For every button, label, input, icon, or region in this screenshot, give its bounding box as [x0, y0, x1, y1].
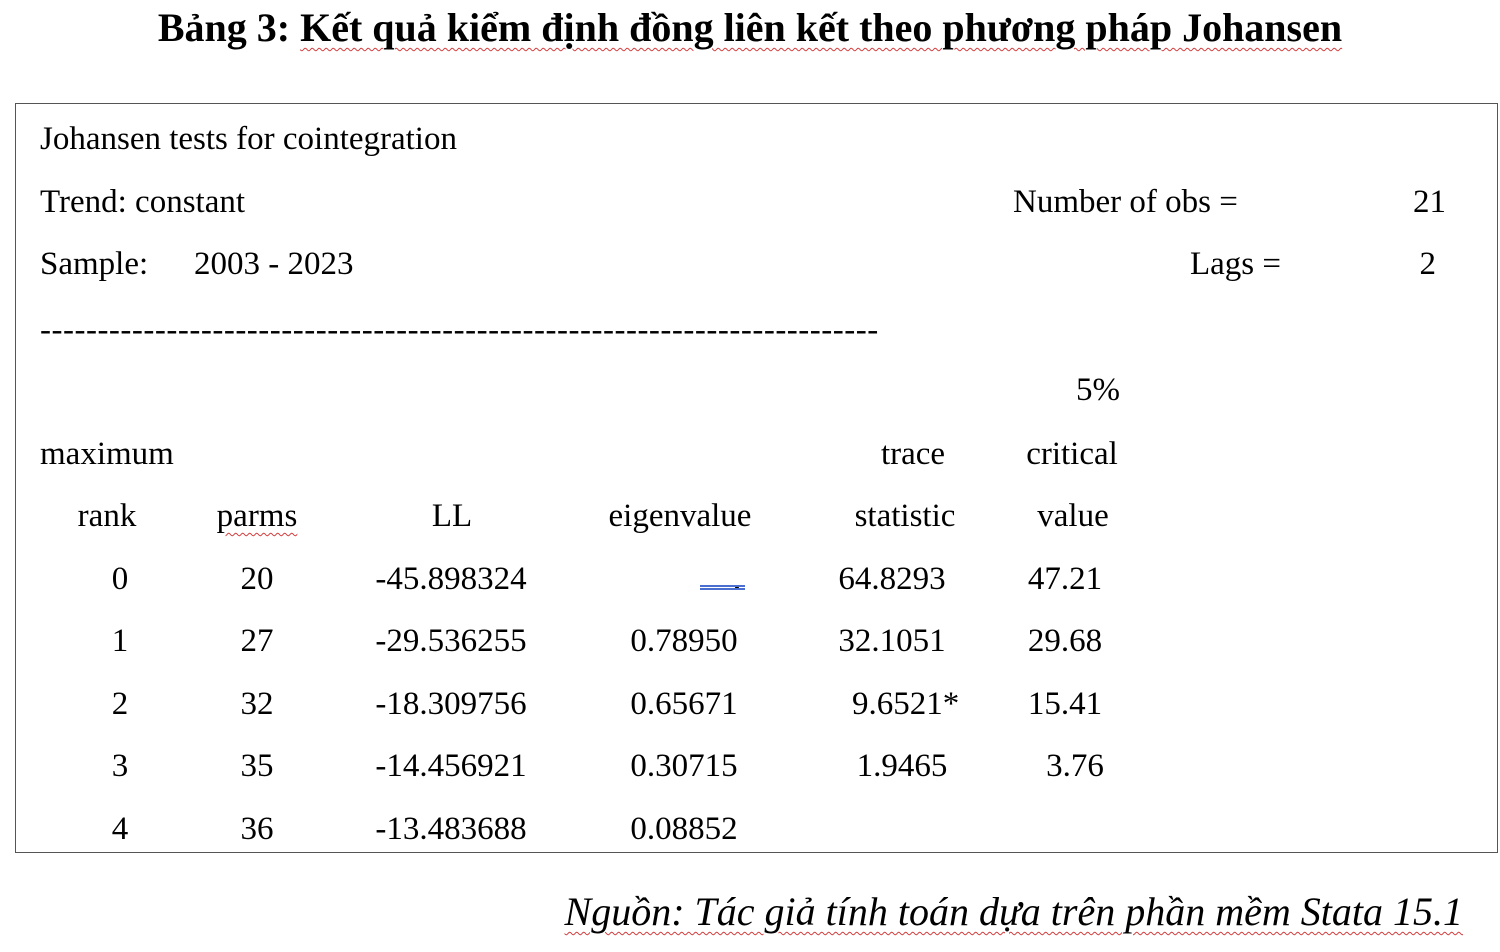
source-note: Nguồn: Tác giả tính toán dựa trên phần mềm Stata 15.1 — [564, 889, 1463, 934]
row-1-ll: -29.536255 — [375, 623, 527, 659]
header-ll: LL — [431, 498, 473, 534]
header-rank: rank — [77, 498, 137, 534]
row-2-parms: 32 — [240, 686, 274, 722]
row-0-eigenvalue: . — [732, 561, 742, 597]
row-2-trace-value: 9.6521 — [852, 686, 943, 722]
row-4-parms: 36 — [240, 811, 274, 847]
header-5pct: 5% — [1076, 372, 1120, 408]
row-2-rank: 2 — [111, 686, 129, 722]
obs-value: 21 — [1413, 184, 1446, 220]
row-2-trace-mark: * — [942, 686, 960, 722]
lags-value: 2 — [1419, 246, 1436, 282]
stata-output-box — [15, 103, 1498, 853]
row-0-rank: 0 — [111, 561, 129, 597]
row-0-trace: 64.8293 — [838, 561, 946, 597]
row-3-ll: -14.456921 — [375, 748, 527, 784]
header-parms: parms — [216, 498, 298, 534]
row-3-eigenvalue: 0.30715 — [630, 748, 738, 784]
sample-value: 2003 - 2023 — [194, 246, 354, 282]
header-critical: critical — [1026, 436, 1118, 472]
separator-line: ------------------------------------------------------------------------- — [40, 312, 879, 348]
row-4-rank: 4 — [111, 811, 129, 847]
row-1-parms: 27 — [240, 623, 274, 659]
trend-label: Trend: constant — [40, 184, 246, 220]
header-maximum: maximum — [40, 436, 174, 472]
output-heading: Johansen tests for cointegration — [40, 121, 457, 157]
lags-label: Lags = — [1190, 246, 1282, 282]
row-3-parms: 35 — [240, 748, 274, 784]
header-trace: trace — [880, 436, 946, 472]
header-statistic: statistic — [854, 498, 956, 534]
row-0-ll: -45.898324 — [375, 561, 527, 597]
row-2-critical: 15.41 — [1027, 686, 1103, 722]
row-0-critical: 47.21 — [1027, 561, 1103, 597]
row-1-critical: 29.68 — [1027, 623, 1103, 659]
row-2-trace — [852, 684, 959, 724]
row-3-rank: 3 — [111, 748, 129, 784]
row-0-eigenvalue-underline — [700, 585, 745, 590]
obs-label: Number of obs = — [1013, 184, 1238, 220]
row-2-eigenvalue: 0.65671 — [630, 686, 738, 722]
row-4-ll: -13.483688 — [375, 811, 527, 847]
row-0-parms: 20 — [240, 561, 274, 597]
row-2-ll: -18.309756 — [375, 686, 527, 722]
header-value: value — [1037, 498, 1109, 534]
row-3-trace: 1.9465 — [856, 748, 948, 784]
row-1-rank: 1 — [111, 623, 129, 659]
row-4-eigenvalue: 0.08852 — [630, 811, 738, 847]
header-eigenvalue: eigenvalue — [608, 498, 752, 534]
page-title — [0, 4, 1500, 52]
title-text: Kết quả kiểm định đồng liên kết theo phương pháp Johansen — [300, 5, 1343, 50]
row-1-trace: 32.1051 — [838, 623, 946, 659]
row-1-eigenvalue: 0.78950 — [630, 623, 738, 659]
row-3-critical: 3.76 — [1046, 748, 1104, 784]
sample-label: Sample: — [40, 246, 149, 282]
title-prefix: Bảng 3: — [157, 5, 301, 50]
